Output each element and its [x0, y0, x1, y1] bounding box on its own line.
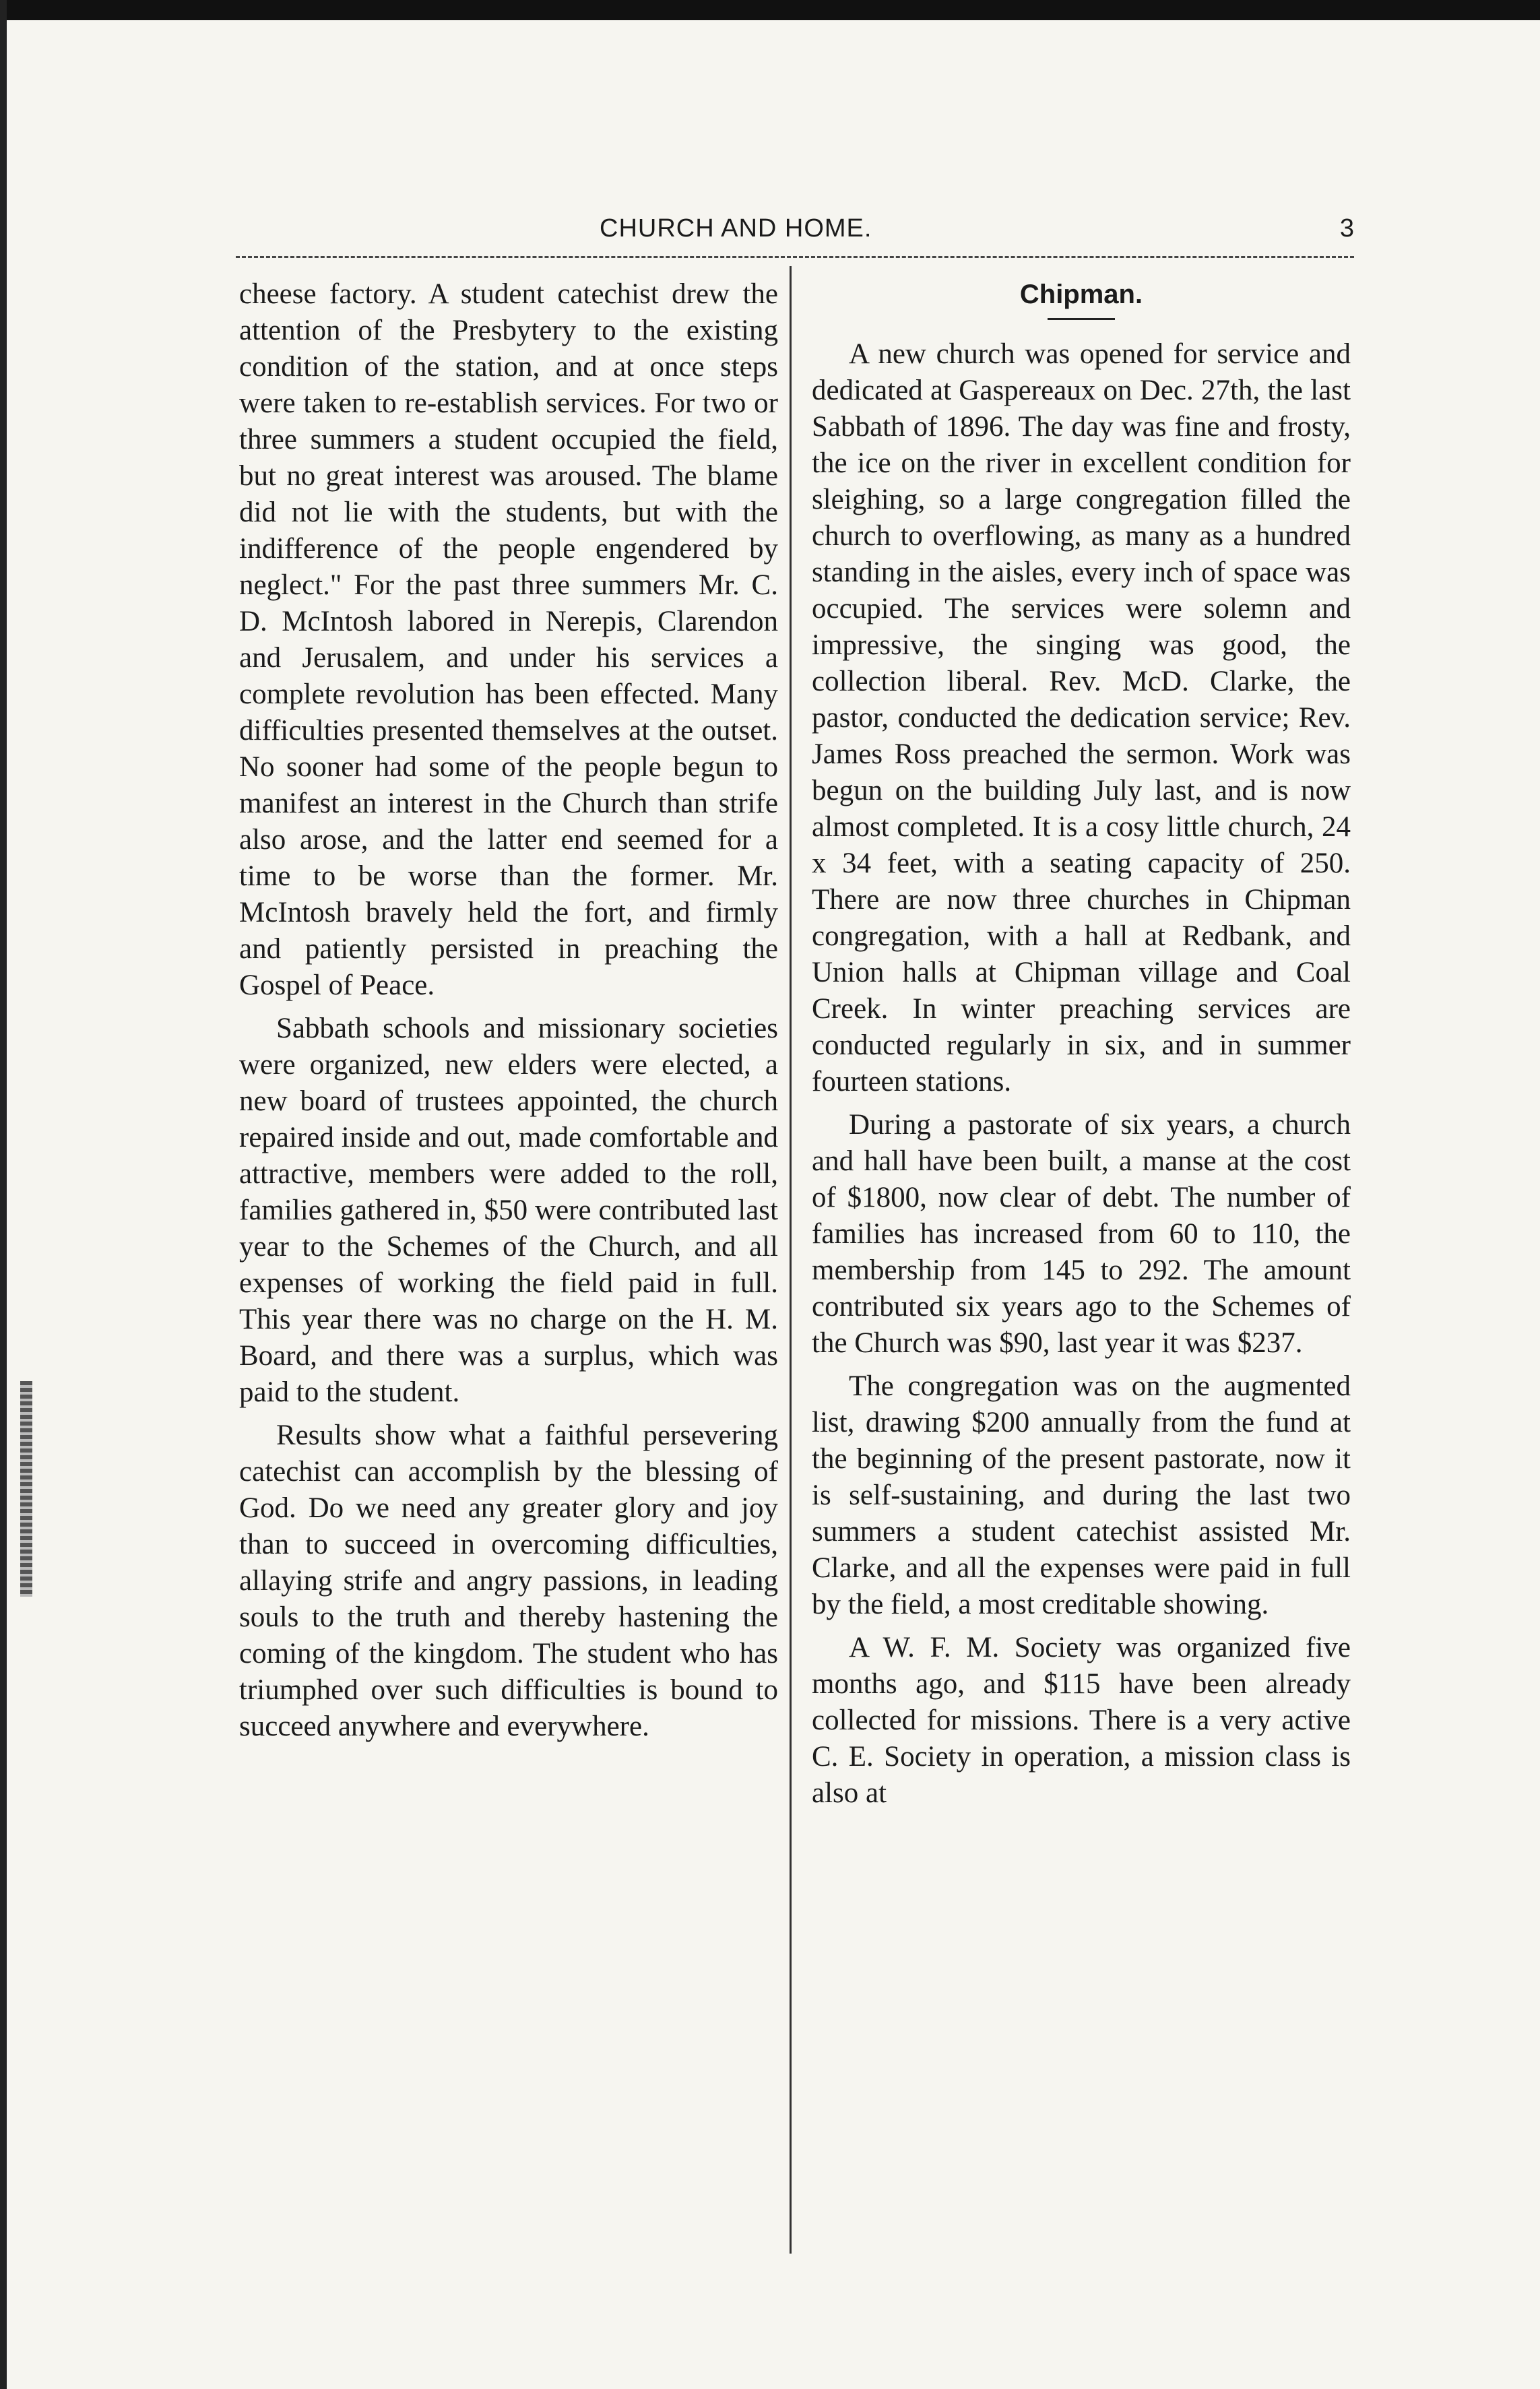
article-paragraph: A new church was opened for service and dedicated at Gaspereaux on Dec. 27th, the last Sabbath of 1896. The day was fine and frosty, the ice on the river in excellent condition for sleighing, so a large congregation filled the church to overflowing, as many as a hundred standing in the aisles, every inch of space was occupied. The services were solemn and impressive, the singing was good, the collection liberal. Rev. McD. Clarke, the pastor, conducted the dedication service; Rev. James Ross preached the sermon. Work was begun on the building July last, and is now almost completed. It is a cosy little church, 24 x 34 feet, with a seating capacity of 250. There are now three churches in Chipman congregation, with a hall at Redbank, and Union halls at Chipman village and Coal Creek. In winter preaching services are conducted regularly in six, and in summer fourteen stations. [812, 338, 1351, 1097]
article-paragraph: During a pastorate of six years, a church and hall have been built, a manse at the cost of $1800, now clear of debt. The number of families has increased from 60 to 110, the membership from 145 to 292. The amount contributed six years ago to the Schemes of the Church was $90, last year it was $237. [812, 1109, 1351, 1359]
right-column [812, 276, 1351, 1818]
title-rule [1048, 318, 1115, 320]
left-column [239, 276, 778, 1752]
scan-left-border [0, 0, 7, 2389]
header-rule [236, 256, 1354, 258]
article-paragraph: The congregation was on the augmented list, drawing $200 annually from the fund at the beginning of the present pastorate, now it is self-sustaining, and during the last two summers a student catechist assisted Mr. Clarke, and all the expenses were paid in full by the field, a most creditable showing. [812, 1370, 1351, 1620]
article-paragraph: A W. F. M. Society was organized five months ago, and $115 have been already collected for missions. There is a very active C. E. Society in operation, a mission class is also at [812, 1632, 1351, 1809]
page-number: 3 [1339, 214, 1354, 243]
article-paragraph: Results show what a faithful persevering catechist can accomplish by the blessing of God. Do we need any greater glory and joy than to succeed in overcoming difficulties, allaying strife and angry passions, in leading souls to the truth and thereby hastening the coming of the kingdom. The student who has triumphed over such difficulties is bound to succeed anywhere and everywhere. [239, 1420, 778, 1742]
page-header [236, 214, 1354, 255]
article-paragraph: cheese factory. A student catechist drew the attention of the Presbytery to the existing condition of the station, and at once steps were taken to re-establish services. For two or three summers a student occupied the field, but no great interest was aroused. The blame did not lie with the students, but with the indifference of the people engendered by neglect." For the past three summers Mr. C. D. McIntosh labored in Nerepis, Clarendon and Jerusalem, and under his services a complete revolution has been effected. Many difficulties presented themselves at the outset. No sooner had some of the people begun to manifest an interest in the Church than strife also arose, and the latter end seemed for a time to be worse than the former. Mr. McIntosh bravely held the fort, and firmly and patiently persisted in preaching the Gospel of Peace. [239, 278, 778, 1001]
section-title: Chipman. [1019, 280, 1143, 309]
scan-edge-mark [20, 1381, 32, 1597]
scan-top-border [0, 0, 1540, 20]
running-title: CHURCH AND HOME. [600, 214, 872, 243]
article-paragraph: Sabbath schools and missionary societies were organized, new elders were elected, a new board of trustees appointed, the church repaired inside and out, made comfortable and attractive, members were added to the roll, families gathered in, $50 were contributed last year to the Schemes of the Church, and all expenses of working the field paid in full. This year there was no charge on the H. M. Board, and there was a surplus, which was paid to the student. [239, 1013, 778, 1408]
column-divider [790, 266, 792, 2254]
